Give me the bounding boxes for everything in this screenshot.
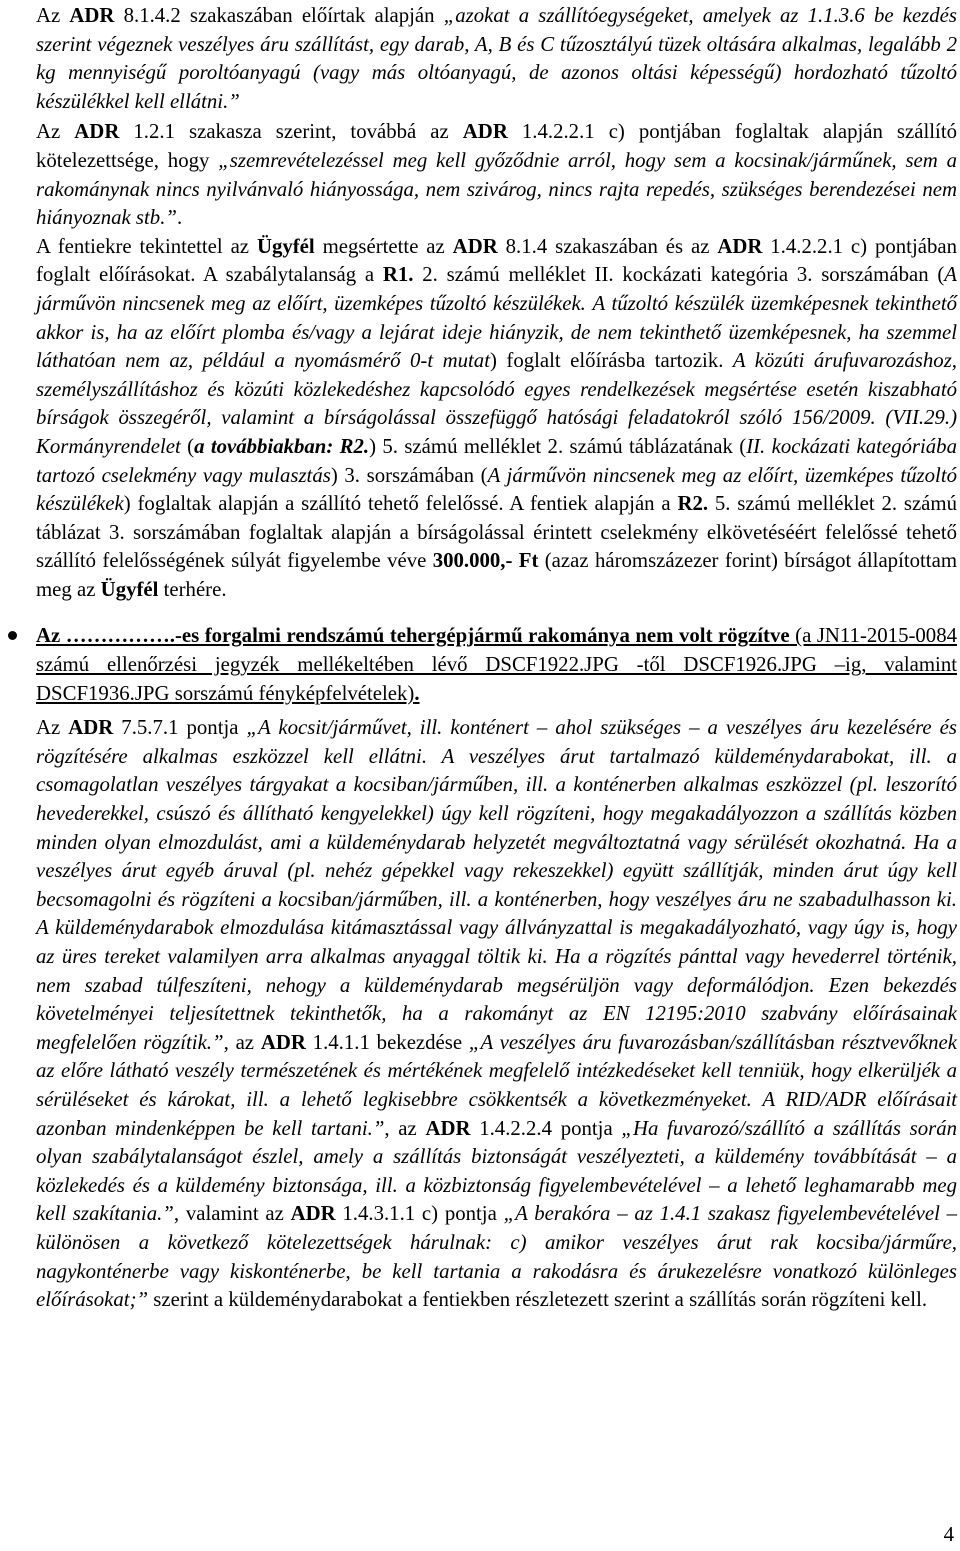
text-run: 300.000,- Ft [432,549,539,573]
text-run: „A kocsit/járművet, ill. konténert – ahol szükséges – a veszélyes áru kezelésére és rögzítésére alkalmas eszközzel kell ellátni. A veszélyes árut tartalmazó küldeménydarabokat, ill. a csomagolatlan veszélyes tárgyakat a kocsiban/járműben, ill. a konténerben alkalmas eszközzel (pl. leszorító hevederekkel, csúszó és állítható kengyelekkel) úgy kell rögzíteni, hogy megakadályozzon a szállítás közben minden olyan elmozdulást, ami a küldeménydarab helyzetét megváltoztatná vagy sérülését okozhatná. Ha a veszélyes árut egyéb áruval (pl. nehéz gépekkel vagy rekeszekkel) együtt szállítják, minden árut úgy kell becsomagolni és rögzíteni a kocsiban/járműben, ill. a konténerben, hogy veszélyes áru ne szabadulhasson ki. A küldeménydarabok elmozdulása kitámasztással vagy állványzattal is megakadályozható, vagy úgy is, hogy az üres tereket valamilyen arra alkalmas anyaggal töltik ki. Ha a rögzítés pánttal vagy hevederrel történik, nem szabad túlfeszíteni, nehogy a küldeménydarab megsérüljön vagy deformálódjon. Ezen bekezdés követelményei teljesítettnek tekinthetők, ha a rakományt az EN 12195:2010 szabvány előírásainak megfelelően rögzítik.” [36,716,957,1054]
page-number: 4 [943,1523,954,1546]
text-run: ) 5. számú melléklet 2. számú táblázatának ( [369,434,747,458]
text-run: 8.1.4 szakaszában és az [497,234,718,258]
text-run: 7.5.7.1 pontja [113,716,247,740]
text-run: ) foglalt előírásba tartozik. [489,349,733,373]
text-run: a továbbiakban: R2. [194,434,370,458]
text-run: A fentiekre tekintettel az [36,234,257,258]
text-run: „A berakóra – az 1.4.1 szakasz figyelembevételével – különösen a következő kötelezettségek hárulnak: c) amikor veszélyes árut rak kocsiba/járműre, nagykonténerbe vagy kiskonténerbe, be kell tartania a rakodásra és árukezelésre vonatkozó különleges előírásokat;” [36,1202,958,1312]
text-run: „szemrevételezéssel meg kell győződnie arról, hogy sem a kocsinak/járműnek, sem a rakománynak nincs nyilvánvaló hiányossága, nem szivárog, nincs rajta repedés, szükséges berendezései nem hiányoznak stb.” [36,148,957,230]
text-run: . [414,681,420,705]
text-run: Ügyfél [256,234,315,258]
text-run: 5. számú melléklet 2. számú táblázat 3. sorszámában foglaltak alapján a bírságolással érintett cselekmény elkövetéséért felelőssé tehető szállító felelősségének súlyát figyelembe véve [36,492,957,573]
paragraph-carrier-obligation [36,118,957,232]
paragraph-cargo-securing-rules [36,714,957,1314]
text-run: 1.4.3.1.1 c) pontja [335,1202,504,1226]
text-run: megsértette az [314,234,453,258]
text-run: 1.4.2.2.4 pontja [470,1116,622,1140]
bullet-icon [8,631,17,640]
text-run: (azaz háromszázezer forint) bírságot állapítottam meg az [36,549,957,601]
text-run: (a JN11-2015-0084 számú ellenőrzési jegyzék mellékeltében lévő DSCF1922.JPG -től DSCF1926.JPG –ig, valamint DSCF1936.JPG sorszámú fényképfelvételek) [36,624,957,705]
text-run: ( [180,434,195,458]
text-run: ADR [717,234,763,258]
text-run: ADR [452,234,498,258]
text-run: „azokat a szállítóegységeket, amelyek az 1.1.3.6 be kezdés szerint végeznek veszélyes áru szállítást, egy darab, A, B és C tűzosztályú tüzek oltására alkalmas, legalább 2 kg mennyiségű poroltóanyagú (vagy más oltóanyagú, de azonos oltási képességű) hordozható tűzoltó készülékkel kell ellátni.” [36,4,957,113]
text-run: 8.1.4.2 szakaszában előírtak alapján [114,4,444,27]
text-run: ) foglaltak alapján a szállító tehető felelőssé. A fentiek alapján a [123,492,678,516]
text-run: 1.4.2.2.1 c) pontjában foglaltak alapján szállító kötelezettsége, hogy [36,120,957,172]
text-run: terhére. [158,577,227,601]
text-run: . [176,206,183,230]
text-run: Az [36,4,70,27]
text-run: Az …………….-es forgalmi rendszámú tehergépjármű rakománya nem volt rögzítve [36,624,790,648]
text-run: R2. [677,492,709,516]
paragraph-violation-fine [36,233,957,605]
section-heading [36,622,957,708]
text-run: A járművön nincsenek meg az előírt, üzemképes tűzoltó készülékek. [36,263,957,315]
text-run: ADR [462,120,508,144]
bullet-item-cargo-not-secured [36,622,957,1314]
text-run: Ügyfél [100,577,159,601]
text-run: ADR [74,120,120,144]
text-run: ADR [68,716,114,740]
text-run [586,292,593,315]
text-run: , az [384,1116,426,1140]
text-run: ADR [260,1030,306,1054]
text-run: II. kockázati kategóriába tartozó cselekmény vagy mulasztás [36,434,957,487]
text-run: Az [36,120,75,144]
text-run: A tűzoltó készülék üzemképesnek tekinthető akkor is, ha az előírt plomba és/vagy a lejárat ideje hiányzik, de nem tekinthető üzemképesnek, ha szemmel láthatóan nem az, például a nyomásmérő 0-t mutat [36,291,957,373]
text-run: 1.4.1.1 bekezdése [305,1030,469,1054]
paragraph-fire-extinguisher-requirement [36,2,957,116]
text-run: szerint a küldeménydarabokat a fentiekben részletezett szerint a szállítás során rögzíteni kell. [148,1288,928,1312]
text-run: , valamint az [173,1202,291,1226]
text-run: Az [36,716,69,740]
text-run: ADR [290,1202,336,1226]
text-run: ADR [69,4,115,27]
text-run: 1.2.1 szakasza szerint, továbbá az [119,120,463,144]
text-run: ADR [425,1116,471,1140]
text-run: 1.4.2.2.1 c) pontjában foglalt előírásokat. A szabálytalanság a [36,234,957,287]
text-run: A járművön nincsenek meg az előírt, üzemképes tűzoltó készülékek [36,463,958,516]
text-run: A közúti árufuvarozáshoz, személyszállításhoz és közúti közlekedéshez kapcsolódó egyes rendelkezések megsértése esetén kiszabható bírságok összegéről, valamint a bírságolással összefüggő hatósági feladatokról szóló 156/2009. (VII.29.) Kormányrendelet [36,349,957,458]
text-run: , az [223,1030,261,1054]
text-run: ) 3. sorszámában ( [330,463,488,487]
text-run: „A veszélyes áru fuvarozásban/szállításban résztvevőknek az előre látható veszély természetének és mértékének megfelelő intézkedéseket kell tenniük, hogy elkerüljék a sérüléseket és károkat, ill. a lehető legkisebbre csökkentsék a következményeket. A RID/ADR előírásait azonban mindenképpen be kell tartani.” [36,1030,958,1140]
text-run: R1. [382,263,414,287]
text-run: 2. számú melléklet II. kockázati kategória 3. sorszámában ( [413,263,945,287]
text-run: „Ha fuvarozó/szállító a szállítás során olyan szabálytalanságot észlel, amely a szállítás biztonságát veszélyezteti, a küldemény továbbítását – a közlekedés és a küldemény biztonsága, ill. a közbiztonság figyelembevételével – a lehető leghamarabb meg kell szakítania.” [36,1116,957,1226]
document-page [36,0,957,1315]
